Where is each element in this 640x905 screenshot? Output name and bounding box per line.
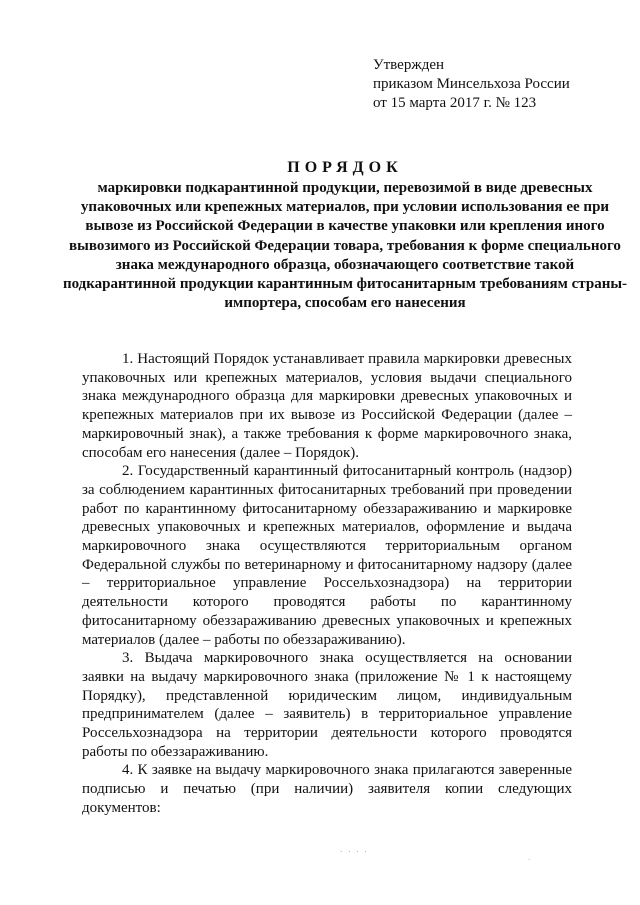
approval-line-approved: Утвержден — [373, 57, 445, 73]
approval-stamp — [373, 56, 613, 113]
scan-artifact: · · · · — [340, 848, 369, 856]
paragraph-3: 3. Выдача маркировочного знака осуществляется на основании заявки на выдачу маркировочного знака (приложение № 1 к настоящему Порядку), представленной юридическим лицом, индивидуальным предпринимателем (далее – заявитель) в территориальное управление Россельхознадзора на территории деятельности которого проводятся работы по обеззараживанию. — [82, 650, 572, 760]
paragraph-2: 2. Государственный карантинный фитосанитарный контроль (надзор) за соблюдением карантинных фитосанитарных требований при проведении работ по карантинному фитосанитарному обеззараживанию и маркировке древесных упаковочных и крепежных материалов, оформление и выдача маркировочного знака осуществляются территориальным органом Федеральной службы по ветеринарному и фитосанитарному надзору (далее – территориальное управление Россельхознадзора) на территории деятельности которого проводятся работы по карантинному фитосанитарному обеззараживанию древесных упаковочных и крепежных материалов (далее – работы по обеззараживанию). — [82, 463, 572, 648]
approval-line-date: от 15 марта 2017 г. № 123 — [373, 95, 537, 111]
approval-line-order: приказом Минсельхоза России — [373, 76, 570, 92]
document-title-block — [60, 158, 630, 313]
scan-artifact-dot: · — [528, 856, 531, 864]
paragraph-1: 1. Настоящий Порядок устанавливает правила маркировки древесных упаковочных или крепежных материалов, условия выдачи специального знака международного образца для маркировки древесных упаковочных и крепежных материалов при их вывозе из Российской Федерации (далее – маркировочный знак), а также требования к форме маркировочного знака, способам его нанесения (далее – Порядок). — [82, 351, 572, 461]
document-subtitle: маркировки подкарантинной продукции, перевозимой в виде древесных упаковочных или крепежных материалов, при условии использования ее при вывозе из Российской Федерации в качестве упаковки или крепления иного вывозимого из Российской Федерации товара, требования к форме специального знака международного образца, обозначающего соответствие такой подкарантинной продукции карантинным фитосанитарным требованиям страны-импортера, способам его нанесения — [62, 180, 628, 312]
document-heading: ПОРЯДОК — [287, 159, 403, 176]
paragraph-4: 4. К заявке на выдачу маркировочного знака прилагаются заверенные подписью и печатью (при наличии) заявителя копии следующих документов: — [82, 762, 572, 816]
document-body — [82, 350, 572, 818]
